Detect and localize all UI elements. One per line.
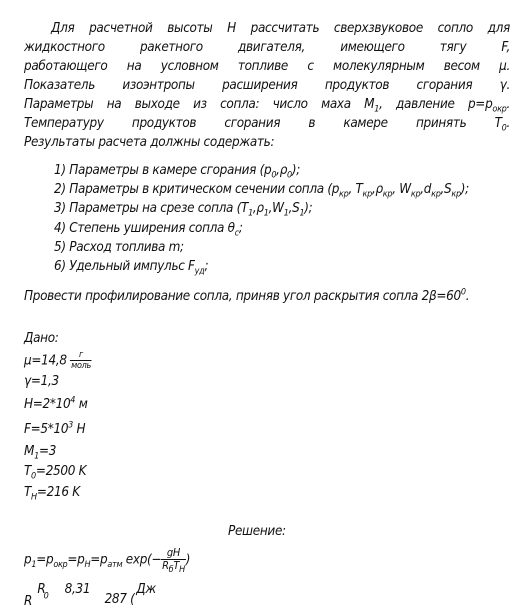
given-thrust: $F=5*10^3$ Н <box>24 420 86 437</box>
solution-title: Решение: <box>228 524 286 539</box>
task-line: Для расчетной высоты Н рассчитать сверхзвуковое сопло для <box>51 21 510 36</box>
task-line: Результаты расчета должны содержать: <box>24 135 275 150</box>
list-item: 5) Расход топлива m; <box>54 239 184 255</box>
task-line: Температуру продуктов сгорания в камере принять $T_0$. <box>24 116 510 134</box>
results-list <box>54 161 469 276</box>
formula-gas-constant: R $R_0$ 8,31 287 ( Дж <box>24 582 156 609</box>
task-line: жидкостного ракетного двигателя, имеющего тягу F, <box>24 40 510 55</box>
task-line: Параметры на выходе из сопла: число маха $M_1$, давление $p=p_{окр}$. <box>24 97 510 115</box>
list-item: 3) Параметры на срезе сопла $(T_1,\rho_1,W_1,S_1)$; <box>54 201 313 220</box>
list-item: 1) Параметры в камере сгорания $(p_0,\rho_0)$; <box>54 163 301 181</box>
task-line: Показатель изоэнтропы расширения продуктов сгорания γ. <box>24 78 510 93</box>
list-item: 4) Степень уширения сопла $\theta_c$; <box>54 220 243 239</box>
given-th: $T_H=216$ K <box>24 485 80 503</box>
task-line: работающего на условном топливе с молекулярным весом μ. <box>24 59 510 74</box>
given-mu: μ=14,8 $\frac{г}{\text{моль}}$ <box>24 350 91 371</box>
given-gamma: γ=1,3 <box>24 374 59 389</box>
given-t0: $T_0=2500$ K <box>24 464 87 482</box>
task-paragraph <box>24 19 510 152</box>
given-title: Дано: <box>24 331 59 346</box>
profiling-line: Провести профилирование сопла, приняв угол раскрытия сопла $2\beta=60^0$. <box>24 287 470 304</box>
given-mach: $M_1=3$ <box>24 444 57 462</box>
list-item: 2) Параметры в критическом сечении сопла ($p_{кр}$, $T_{кр},\rho_{кр}$, $W_{кр},d_{кр},S_{кр}$); <box>54 182 469 200</box>
list-item: 6) Удельный импульс $F_{уд}$; <box>54 258 209 277</box>
given-height: $Н=2*10^4$ м <box>24 395 88 412</box>
formula-pressure: $p_1=p_{окр}=p_Н=p_{атм}$ exp(− $\frac{gH}{R_бT_Н}$ ) <box>24 546 191 576</box>
